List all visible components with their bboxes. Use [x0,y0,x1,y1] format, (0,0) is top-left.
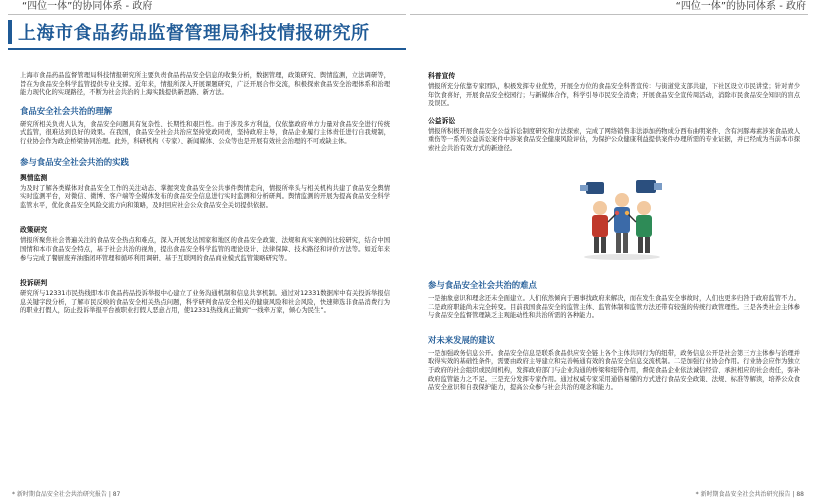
running-header-right: “四位一体”的协同体系 - 政府 [675,1,806,12]
title-accent-bar [8,20,12,44]
policy-research-paragraph: 情报所聚焦社会普遍关注的食品安全热点和难点，深入开展发达国家和地区的食品安全政策、法规和真实案例的比较研究，结合中国国情和本市食品安全特点，基于社会共治的视角，提出食品安全科学监管的理论设计、法律保障、技术路径和评价方法等。如近年来参与完成了餐厨废弃油脂闭环管理和循环利用调研、基于互联网的食品商业模式监管策略研究等。 [20,237,390,262]
right-column-top [428,72,800,158]
footer-right-page-number: * 新时期食品安全社会共治研究报告 | 88 [695,491,804,498]
page-title: 上海市食品药品监督管理局科技情报研究所 [18,23,370,44]
public-interest-litigation-paragraph: 情报所积极开展食品安全公益诉讼制度研究和方法探索，完成了网络销售非法添加药物成分西布曲明案件、含有河豚毒素涉案食品致人重伤等一系列公益诉讼案件中涉案食品安全健康风险评估，为保护公众健康利益提供案件办理所需的专业证据，并已经成为当前本市探索社会共治有效方式的新途径。 [428,127,800,152]
subheading-science-popularization: 科普宣传 [428,72,456,80]
subheading-complaint-analysis: 投诉研判 [20,279,48,288]
press-cartoon-illustration [578,170,666,262]
suggestions-paragraph: 一是加强政务信息公开。食品安全信息是联系食品供应安全链上各个主体共同行为的纽带，政务信息公开是社会第三方主体参与治理并取得实效的基础性条件，需要由政府主导建立和完善畅通有效的食品安全信息交流机制。二是加强行业协会作用。行业协会应作为独立于政府的社会组织或民间机构，发挥政府部门与企业沟通的桥梁和纽带作用，督促食品企业依法诚信经营、承担相应的社会责任，弥补政府监管能力之不足。三是充分发挥专家作用。通过权威专家采用通俗易懂的方式进行食品安全政策、法规、标准等解读，培养公众食品安全意识和自我保护能力，提高公众参与社会共治的观念和能力。 [428,349,800,392]
subheading-public-interest-litigation: 公益诉讼 [428,116,456,125]
subheading-policy-research: 政策研究 [20,226,48,235]
subheading-opinion-monitoring: 舆情监测 [20,173,48,182]
complaint-analysis-paragraph: 研究所与12331市民热线即本市食品药品投诉举报中心建立了业务沟通机制和信息共享机制。通过对12331数据库中有关投诉举报信息关键字段分析，了解市民反映的食品安全相关热点问题，科学研判食品安全相关的健康风险和社会风险，快速筛选非食品消费行为的职业打假人，防止投诉举报平台被职业打假人恶意占用，使12331热线真正做到“一线牵万家，倾心为民生”。 [20,290,390,315]
header-rule-right [410,14,808,15]
footer-left-page-number: * 新时期食品安全社会共治研究报告 | 87 [12,491,121,498]
section-heading-suggestions: 对未来发展的建议 [428,334,495,345]
section-heading-understanding: 食品安全社会共治的理解 [20,105,113,116]
header-rule-left [8,14,406,15]
running-header-left: “四位一体”的协同体系 - 政府 [22,1,153,12]
left-column [20,72,390,320]
intro-paragraph: 上海市食品药品监督管理局科技情报研究所主要负责食品药品安全信息的收集分析，数据管理，政策研究、舆情监测，立法调研等，旨在为食品安全科学监管提供专业支撑。近年来，情报所深入开展课题研究，广泛开展合作交流，积极探索食品安全治理体系和治理能力现代化的实现路径，不断为社会共治的上海实践提供新思路、新方法。 [20,72,390,97]
section-heading-difficulties: 参与食品安全社会共治的难点 [428,280,537,290]
science-popularization-paragraph: 情报所充分依靠专家团队，积极发挥专业优势，开展全方位的食品安全科普宣传：与街道党支部共建，下社区设立市民讲堂；针对青少年饮食喜好，开展食品安全校园行；与新媒体合作，科学引导市民安全消费；开展食品安全宣传周活动，消除市民食品安全知识的盲点及误区。 [428,83,800,108]
title-underline [8,48,406,50]
right-column-bottom [428,280,800,397]
difficulties-paragraph: 一是抽象意识和理念还未全面建立。人们依然倾向于遇事找政府来解决，而在发生食品安全事故时，人们也更多归咎于政府监管不力。二是政府职能尚未完全转变。目前我国食品安全的监管主体、监管体制和监管方法还带有较强的传统行政管理性。三是各类社会主体参与食品安全监督管理缺乏主观能动性和共治所需的各种能力。 [428,295,800,320]
understanding-paragraph: 研究所相关负责人认为，食品安全问题具有复杂性、长期性和艰巨性。由于涉及多方利益，仅依靠政府单方力量对食品安全进行传统式监管，很难达到良好的效果。在我国，食品安全社会共治应坚持党政同责，坚持政府主导，食品企业履行主体责任进行自我规制，行业协会作为政企桥梁协同治理。此外，科研机构（专家）、新闻媒体、公众等也是开展有效社会治理的不可或缺主体。 [20,120,390,145]
section-heading-practice: 参与食品安全社会共治的实践 [20,156,129,167]
opinion-monitoring-paragraph: 为及时了解各类媒体对食品安全工作的关注动态、掌握突发食品安全公共事件舆情走向，情报所牵头与相关机构共建了食品安全舆情实时监测平台，对微信、微博、客户端等全媒体发布的食品安全信息进行实时监测和分析研判。舆情监测的开展为提高食品安全科学监管水平，优化食品安全风险交流方向和策略，及时回应社会公众食品安全关切提供依据。 [20,184,390,209]
